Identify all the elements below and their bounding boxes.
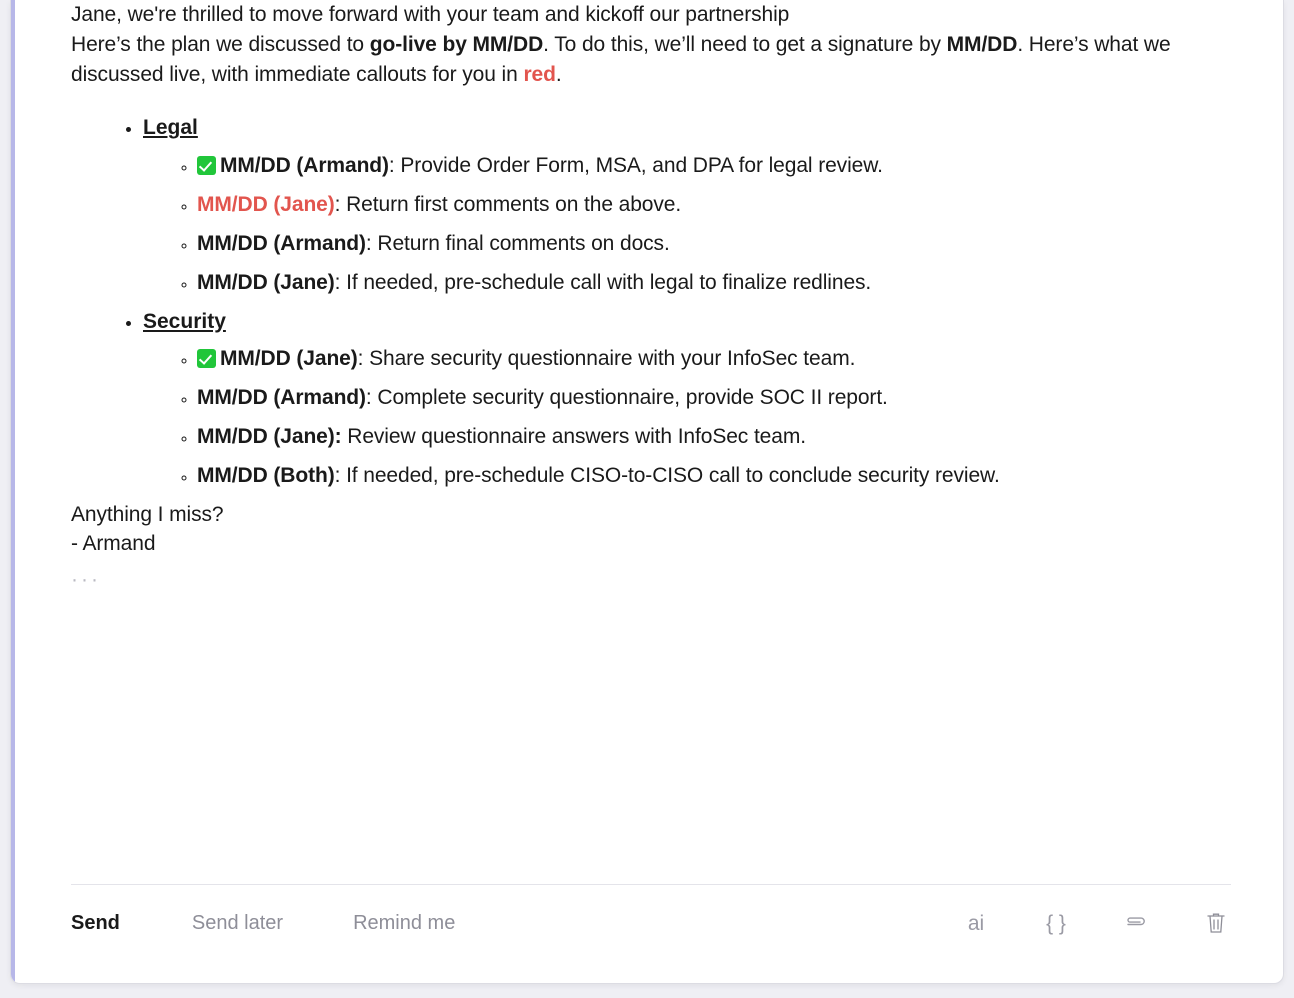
- section-title-legal: Legal: [143, 116, 198, 140]
- intro-bold-date: MM/DD: [946, 32, 1018, 56]
- check-icon: [197, 156, 216, 175]
- intro-bold-golive: go-live by MM/DD: [369, 32, 544, 56]
- task-text: : Complete security questionnaire, provide SOC II report.: [365, 386, 888, 410]
- toolbar-divider: [71, 884, 1231, 885]
- task-owner: MM/DD (Jane): [197, 270, 335, 294]
- task-owner: MM/DD (Armand): [197, 386, 366, 410]
- list-item: [197, 461, 1231, 491]
- list-item: [197, 383, 1231, 413]
- intro-red-word: red: [523, 62, 556, 86]
- signoff-line: - Armand: [71, 532, 156, 556]
- remind-me-button[interactable]: Remind me: [353, 906, 455, 941]
- security-task-list: [143, 344, 1231, 490]
- curly-braces-icon[interactable]: { }: [1046, 911, 1066, 935]
- task-owner: MM/DD (Both): [197, 463, 335, 487]
- task-text: : Return final comments on docs.: [365, 231, 670, 255]
- toolbar-right-group: [961, 908, 1231, 938]
- list-item: [197, 190, 1231, 220]
- ai-icon[interactable]: ai: [967, 911, 985, 935]
- intro-part3: . Here’s what we discussed live, with immediate callouts for you in: [71, 32, 1171, 86]
- task-owner: MM/DD (Jane): [197, 193, 335, 217]
- task-text: : Return first comments on the above.: [334, 193, 682, 217]
- list-item: [197, 268, 1231, 298]
- email-body[interactable]: [71, 0, 1231, 880]
- send-later-button[interactable]: Send later: [192, 906, 283, 941]
- check-icon: [197, 349, 216, 368]
- intro-paragraph: [71, 30, 1231, 90]
- trash-icon[interactable]: [1201, 908, 1231, 938]
- compose-toolbar: [71, 906, 1231, 962]
- paperclip-icon[interactable]: [1121, 908, 1151, 938]
- task-owner: MM/DD (Jane):: [197, 424, 342, 448]
- compose-window: [10, 0, 1284, 984]
- greeting-line: Jane, we're thrilled to move forward with your team and kickoff our partnership: [71, 3, 790, 26]
- list-item: [197, 344, 1231, 374]
- task-owner: MM/DD (Armand): [220, 154, 389, 178]
- intro-part4: .: [555, 62, 562, 86]
- section-title-security: Security: [143, 309, 226, 333]
- accent-bar: [11, 0, 15, 984]
- task-owner: MM/DD (Armand): [197, 231, 366, 255]
- list-item: [197, 151, 1231, 181]
- list-item: [197, 422, 1231, 452]
- task-owner: MM/DD (Jane): [220, 347, 358, 371]
- task-text: Review questionnaire answers with InfoSec team.: [341, 424, 806, 448]
- closing-line: Anything I miss?: [71, 502, 224, 526]
- task-text: : If needed, pre-schedule call with legal to finalize redlines.: [334, 270, 872, 294]
- intro-part1: Here’s the plan we discussed to: [71, 32, 370, 56]
- toolbar-left-group: [71, 906, 525, 941]
- plan-section-security: [143, 307, 1231, 491]
- task-text: : Share security questionnaire with your InfoSec team.: [357, 347, 856, 371]
- legal-task-list: [143, 151, 1231, 297]
- plan-list: [71, 113, 1231, 490]
- task-text: : Provide Order Form, MSA, and DPA for legal review.: [388, 154, 883, 178]
- intro-part2: . To do this, we’ll need to get a signature by: [543, 32, 947, 56]
- send-button[interactable]: Send: [71, 906, 120, 941]
- list-item: [197, 229, 1231, 259]
- task-text: : If needed, pre-schedule CISO-to-CISO call to conclude security review.: [334, 463, 1000, 487]
- truncation-ellipsis[interactable]: ···: [71, 568, 101, 592]
- plan-section-legal: [143, 113, 1231, 297]
